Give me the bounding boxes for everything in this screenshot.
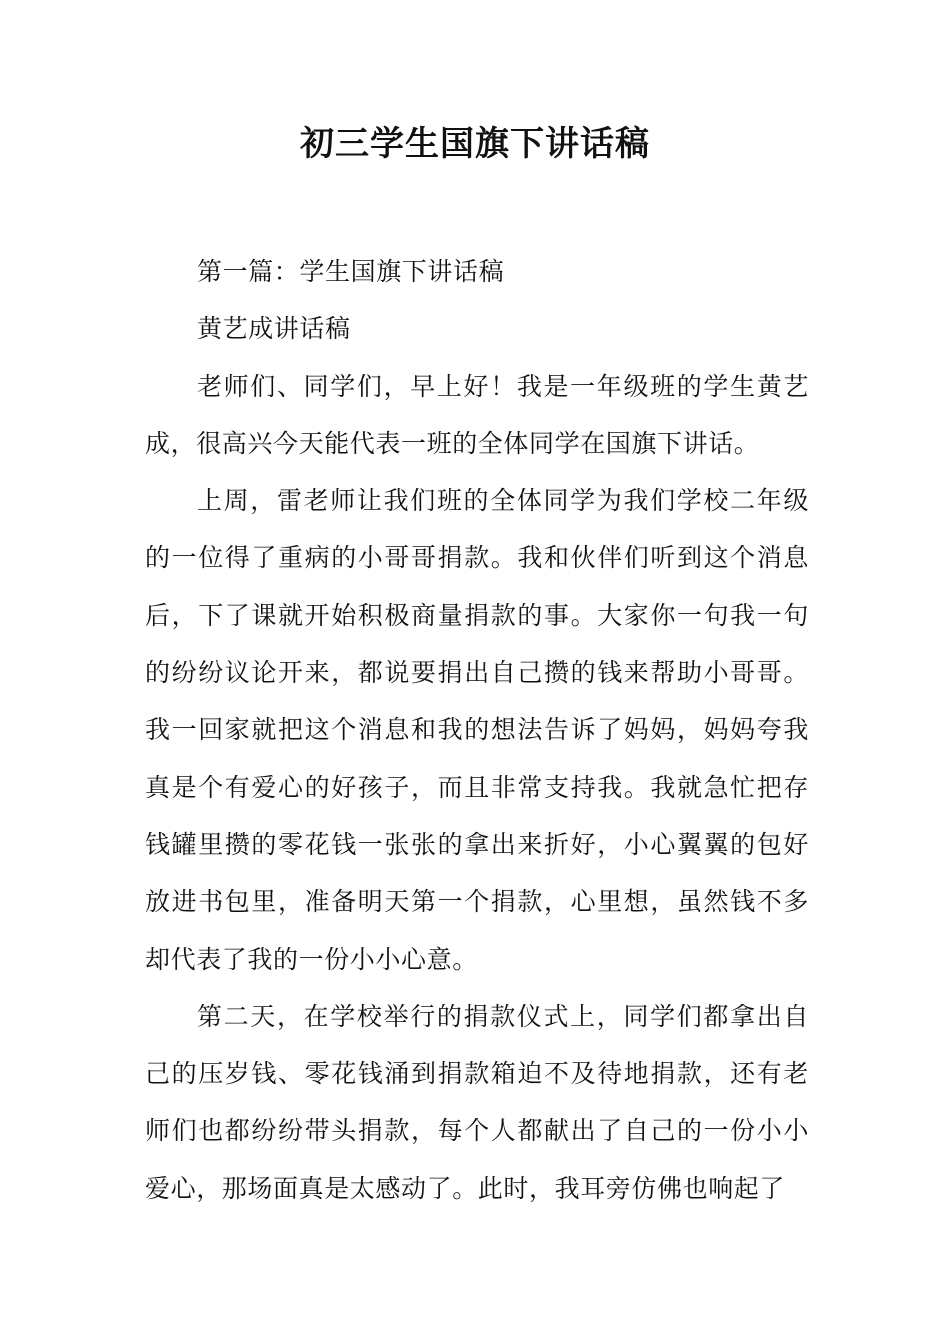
- section-heading: 第一篇：学生国旗下讲话稿: [197, 257, 505, 286]
- body-paragraph: 第二天，在学校举行的捐款仪式上，同学们都拿出自己的压岁钱、零花钱涌到捐款箱迫不及待地捐款，还有老师们也都纷纷带头捐款，每个人都献出了自己的一份小小爱心，那场面真是太感动了。此时，我耳旁仿佛也响起了: [145, 1001, 809, 1203]
- speech-author: 黄艺成讲话稿: [197, 314, 351, 344]
- body-paragraph: 老师们、同学们，早上好！我是一年级班的学生黄艺成，很高兴今天能代表一班的全体同学在国旗下讲话。: [145, 371, 809, 458]
- body-paragraph: 上周，雷老师让我们班的全体同学为我们学校二年级的一位得了重病的小哥哥捐款。我和伙伴们听到这个消息后，下了课就开始积极商量捐款的事。大家你一句我一句的纷纷议论开来，都说要捐出自己攒的钱来帮助小哥哥。我一回家就把这个消息和我的想法告诉了妈妈，妈妈夸我真是个有爱心的好孩子，而且非常支持我。我就急忙把存钱罐里攒的零花钱一张张的拿出来折好，小心翼翼的包好放进书包里，准备明天第一个捐款，心里想，虽然钱不多却代表了我的一份小小心意。: [145, 486, 809, 974]
- document-body: [145, 243, 809, 1217]
- document-title: 初三学生国旗下讲话稿: [300, 124, 650, 164]
